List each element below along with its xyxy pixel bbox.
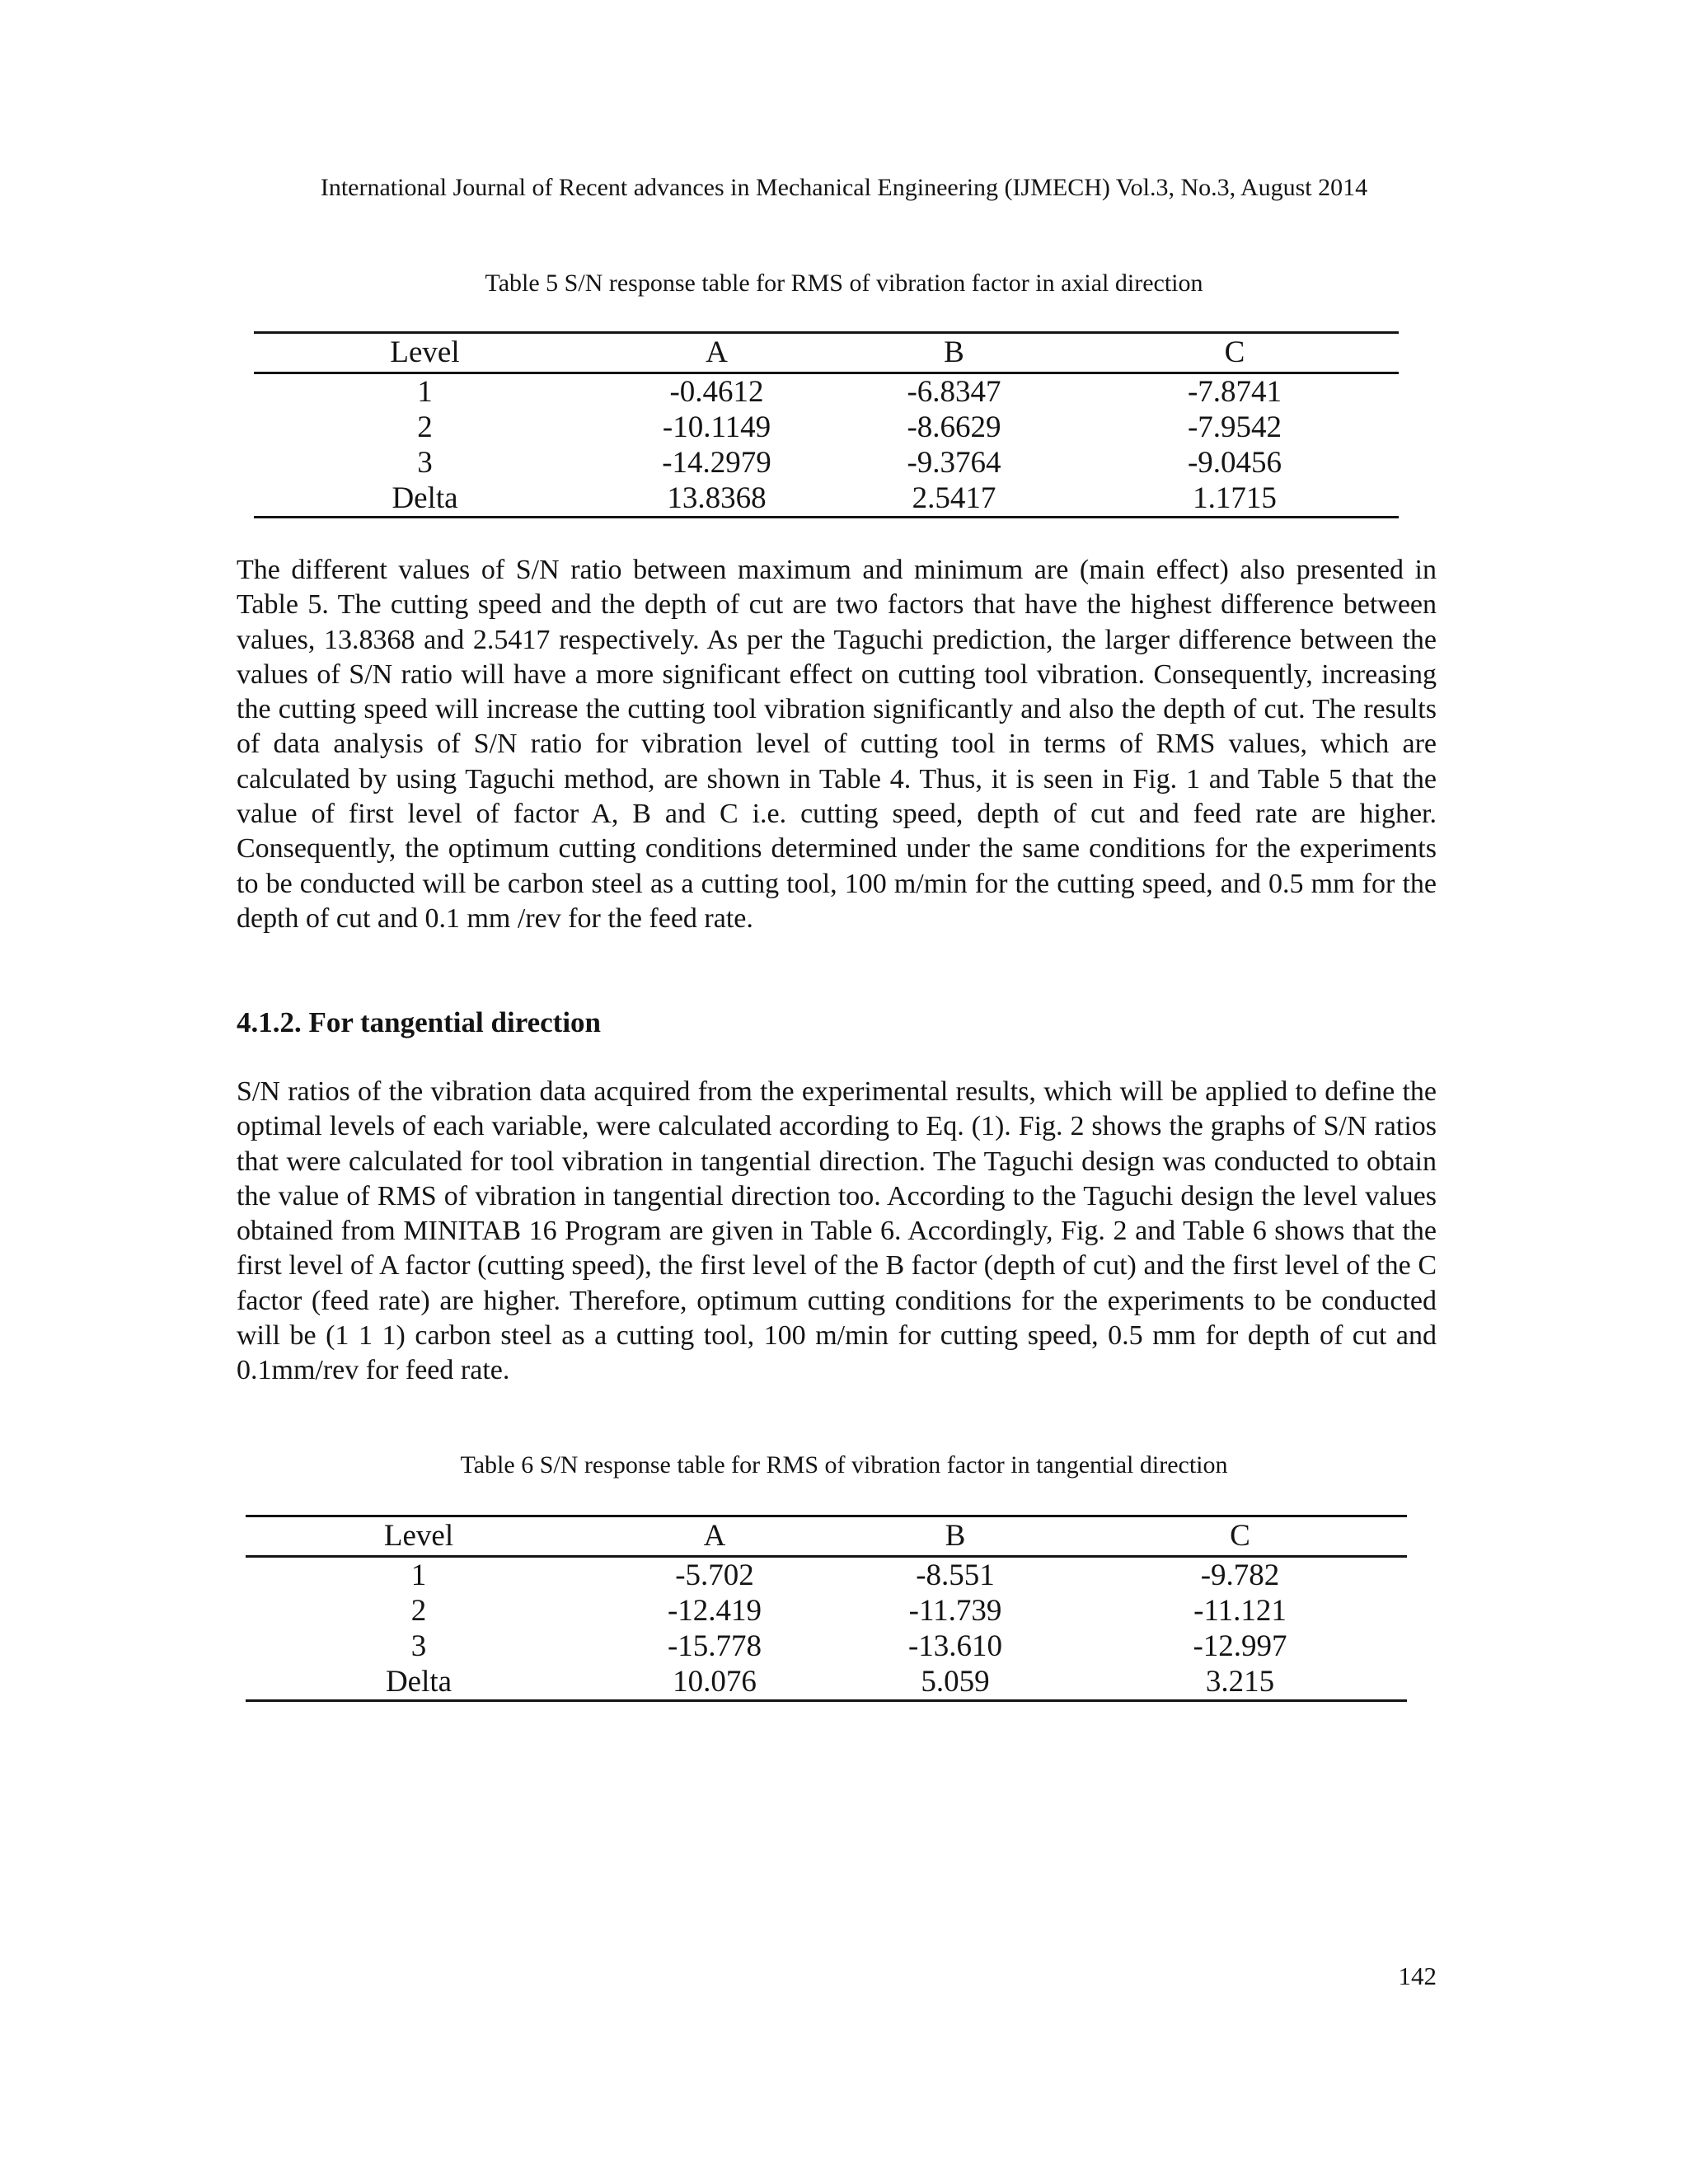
table5-header-level: Level xyxy=(254,333,596,373)
table-cell: -15.778 xyxy=(667,1629,762,1663)
table6-header-b: B xyxy=(837,1516,1073,1557)
table-cell: -7.9542 xyxy=(1187,410,1282,444)
table-cell: 3 xyxy=(410,1629,427,1663)
table-cell: -8.6629 xyxy=(907,410,1001,444)
table-cell: -12.997 xyxy=(1193,1629,1287,1663)
table-row xyxy=(254,410,1399,445)
table-cell: -6.8347 xyxy=(907,374,1001,409)
paragraph-axial-discussion: The different values of S/N ratio between maximum and minimum are (main effect) also presented in Table 5. The cutting speed and the depth of cut are two factors that have the highest difference between values, 13.8368 and 2.5417 respectively. As per the Taguchi prediction, the larger difference between the values of S/N ratio will have a more significant effect on cutting tool vibration. Consequently, increasing the cutting speed will increase the cutting tool vibration significantly and also the depth of cut. The results of data analysis of S/N ratio for vibration level of cutting tool in terms of RMS values, which are calculated by using Taguchi method, are shown in Table 4. Thus, it is seen in Fig. 1 and Table 5 that the value of first level of factor A, B and C i.e. cutting speed, depth of cut and feed rate are higher. Consequently, the optimum cutting conditions determined under the same conditions for the experiments to be conducted will be carbon steel as a cutting tool, 100 m/min for the cutting speed, and 0.5 mm for the depth of cut and 0.1 mm /rev for the feed rate. xyxy=(237,555,1437,934)
table-row xyxy=(246,1557,1407,1594)
table6-header-a: A xyxy=(592,1516,837,1557)
table-cell: -7.8741 xyxy=(1187,374,1282,409)
table-cell: 1.1715 xyxy=(1071,480,1399,518)
table5-header-b: B xyxy=(837,333,1071,373)
table-cell: Delta xyxy=(254,480,596,518)
table5-header-a: A xyxy=(596,333,837,373)
table-cell: -9.782 xyxy=(1200,1558,1280,1592)
table-cell: -14.2979 xyxy=(662,445,771,480)
running-head: International Journal of Recent advances in Mechanical Engineering (IJMECH) Vol.3, No.3, August 2014 xyxy=(320,174,1368,201)
table-cell: -11.739 xyxy=(908,1593,1002,1628)
table-cell: 1 xyxy=(417,374,433,409)
table-row xyxy=(254,373,1399,410)
table-cell: 2 xyxy=(417,410,433,444)
table-row xyxy=(254,445,1399,480)
table-cell: -9.0456 xyxy=(1187,445,1282,480)
table-cell: -9.3764 xyxy=(907,445,1001,480)
table-cell: -0.4612 xyxy=(669,374,764,409)
table-cell: -13.610 xyxy=(907,1629,1003,1663)
table-row xyxy=(246,1629,1407,1664)
table-cell: -11.121 xyxy=(1193,1593,1287,1628)
table6-header-c: C xyxy=(1073,1516,1407,1557)
section-heading: 4.1.2. For tangential direction xyxy=(237,1006,602,1038)
table-cell: 13.8368 xyxy=(596,480,837,518)
table-row xyxy=(246,1593,1407,1629)
table-cell: 3.215 xyxy=(1073,1664,1407,1701)
table-cell: Delta xyxy=(246,1664,592,1701)
paragraph-tangential-discussion: S/N ratios of the vibration data acquired from the experimental results, which will be applied to define the optimal levels of each variable, were calculated according to Eq. (1). Fig. 2 shows the graphs of S/N ratios that were calculated for tool vibration in tangential direction. The Taguchi design was conducted to obtain the value of RMS of vibration in tangential direction too. According to the Taguchi design the level values obtained from MINITAB 16 Program are given in Table 6. Accordingly, Fig. 2 and Table 6 shows that the first level of A factor (cutting speed), the first level of the B factor (depth of cut) and the first level of the C factor (feed rate) are higher. Therefore, optimum cutting conditions for the experiments to be conducted will be (1 1 1) carbon steel as a cutting tool, 100 m/min for cutting speed, 0.5 mm for depth of cut and 0.1mm/rev for feed rate. xyxy=(237,1076,1437,1386)
table-row xyxy=(254,480,1399,518)
table-cell: 2.5417 xyxy=(837,480,1071,518)
table-cell: -5.702 xyxy=(675,1558,754,1592)
table5-caption: Table 5 S/N response table for RMS of vibration factor in axial direction xyxy=(485,269,1203,297)
table6-header-row xyxy=(246,1516,1407,1557)
table6 xyxy=(246,1515,1407,1702)
table-cell: -8.551 xyxy=(916,1558,995,1592)
table6-caption: Table 6 S/N response table for RMS of vibration factor in tangential direction xyxy=(460,1451,1228,1479)
table5 xyxy=(254,331,1399,518)
table-cell: 5.059 xyxy=(837,1664,1073,1701)
table-cell: 3 xyxy=(417,445,433,480)
table-cell: 2 xyxy=(410,1593,427,1628)
table5-header-row xyxy=(254,333,1399,373)
table-cell: 10.076 xyxy=(592,1664,837,1701)
page-number: 142 xyxy=(1398,1961,1437,1990)
table5-header-c: C xyxy=(1071,333,1399,373)
table-cell: 1 xyxy=(410,1558,427,1592)
table-cell: -10.1149 xyxy=(662,410,771,444)
table-row xyxy=(246,1664,1407,1701)
table6-header-level: Level xyxy=(246,1516,592,1557)
table-cell: -12.419 xyxy=(667,1593,762,1628)
